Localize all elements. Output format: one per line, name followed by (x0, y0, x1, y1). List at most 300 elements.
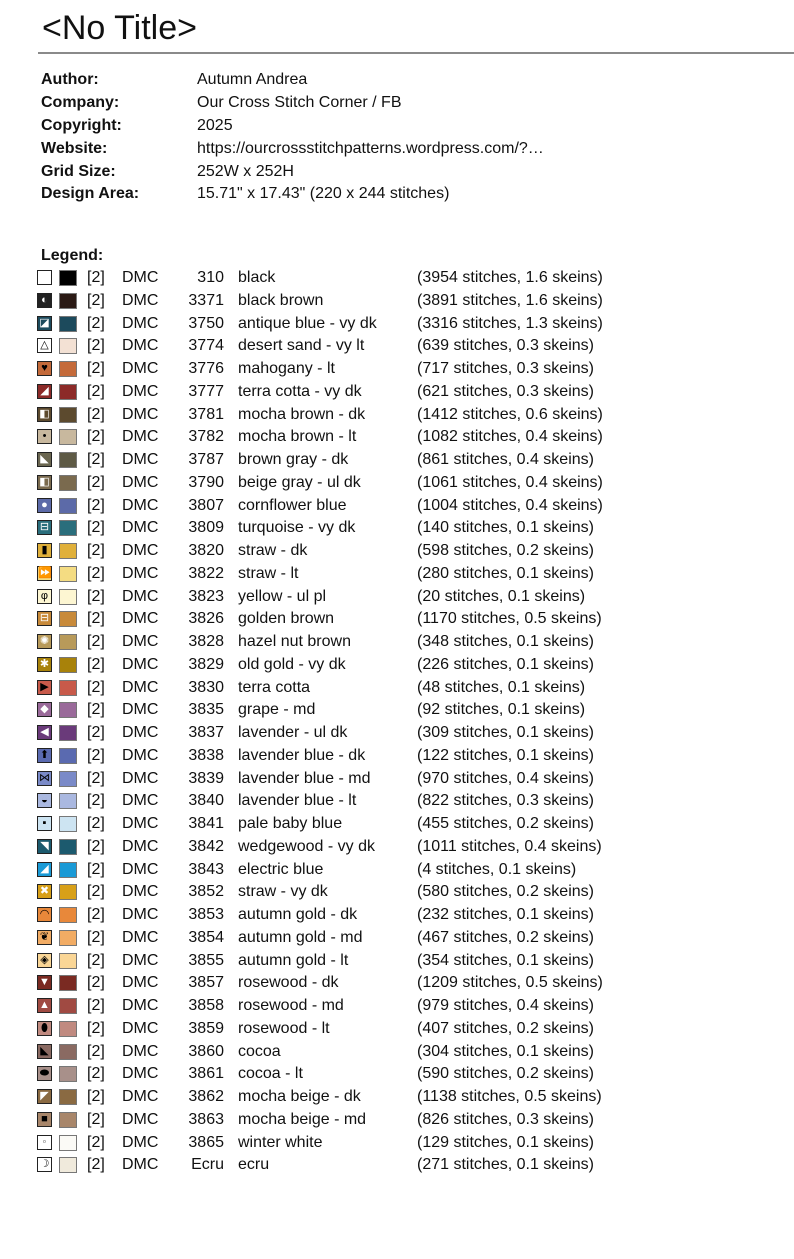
stitch-symbol-icon: ⬮ (37, 1021, 52, 1036)
color-swatch (59, 1112, 77, 1128)
thread-brand: DMC (122, 564, 159, 582)
info-value: 252W x 252H (197, 162, 294, 180)
stitch-symbol-icon: ◢ (37, 384, 52, 399)
legend-row (36, 836, 756, 859)
color-swatch (59, 384, 77, 400)
thread-number: 3838 (188, 746, 224, 764)
color-swatch (59, 270, 77, 286)
thread-brand: DMC (122, 815, 159, 832)
stitch-symbol-icon: φ (37, 589, 52, 604)
stitch-stats: (3954 stitches, 1.6 skeins) (417, 269, 603, 286)
stitch-symbol-icon: ⊟ (37, 520, 52, 535)
color-swatch (59, 657, 77, 673)
color-swatch (59, 953, 77, 969)
stitch-stats: (92 stitches, 0.1 skeins) (417, 701, 586, 719)
legend-row (36, 358, 756, 381)
thread-number: 3777 (188, 382, 224, 400)
legend-row (36, 768, 756, 791)
color-swatch (59, 1021, 77, 1037)
color-swatch (59, 771, 77, 787)
stitch-stats: (48 stitches, 0.1 skeins) (417, 678, 586, 696)
color-swatch (59, 498, 77, 514)
strand-count: [2] (87, 405, 105, 423)
strand-count: [2] (87, 473, 105, 491)
thread-number: 3822 (188, 564, 224, 582)
thread-number: Ecru (191, 1156, 224, 1174)
thread-name: mahogany - lt (238, 360, 335, 377)
thread-name: rosewood - dk (238, 974, 339, 992)
stitch-stats: (979 stitches, 0.4 skeins) (417, 997, 594, 1014)
thread-name: lavender blue - lt (238, 792, 357, 810)
thread-name: yellow - ul pl (238, 587, 327, 605)
stitch-stats: (271 stitches, 0.1 skeins) (417, 1156, 594, 1174)
stitch-symbol-icon: ✖ (37, 884, 52, 899)
strand-count: [2] (87, 337, 105, 355)
thread-brand: DMC (122, 997, 159, 1014)
thread-name: lavender blue - dk (238, 746, 366, 764)
legend-row (36, 1154, 756, 1177)
legend-row (36, 517, 756, 540)
color-swatch (59, 361, 77, 377)
thread-brand: DMC (122, 1042, 159, 1060)
thread-brand: DMC (122, 724, 159, 741)
thread-number: 3809 (188, 519, 224, 537)
info-value: 2025 (197, 116, 233, 134)
thread-name: autumn gold - lt (238, 951, 349, 969)
page-title: <No Title> (42, 9, 197, 47)
stitch-symbol-icon: ⬬ (37, 1066, 52, 1081)
stitch-symbol-icon: ◈ (37, 953, 52, 968)
thread-name: mocha brown - lt (238, 428, 357, 446)
thread-brand: DMC (122, 496, 159, 514)
strand-count: [2] (87, 815, 105, 832)
thread-brand: DMC (122, 792, 159, 810)
thread-number: 3826 (188, 610, 224, 628)
color-swatch (59, 293, 77, 309)
info-row (41, 92, 741, 115)
legend-row (36, 654, 756, 677)
stitch-stats: (1011 stitches, 0.4 skeins) (417, 837, 602, 855)
color-swatch (59, 634, 77, 650)
thread-number: 3862 (188, 1088, 224, 1105)
legend-row (36, 904, 756, 927)
stitch-stats: (639 stitches, 0.3 skeins) (417, 337, 594, 355)
thread-brand: DMC (122, 746, 159, 764)
thread-brand: DMC (122, 1019, 159, 1037)
thread-number: 3787 (188, 451, 224, 468)
strand-count: [2] (87, 792, 105, 810)
stitch-stats: (20 stitches, 0.1 skeins) (417, 587, 586, 605)
stitch-stats: (1082 stitches, 0.4 skeins) (417, 428, 603, 446)
legend-row (36, 495, 756, 518)
color-swatch (59, 429, 77, 445)
strand-count: [2] (87, 746, 105, 764)
stitch-stats: (590 stitches, 0.2 skeins) (417, 1065, 594, 1083)
strand-count: [2] (87, 496, 105, 514)
info-label: Design Area: (41, 185, 140, 203)
thread-name: lavender blue - md (238, 769, 371, 787)
thread-name: grape - md (238, 701, 316, 719)
thread-name: mocha beige - dk (238, 1088, 361, 1105)
thread-number: 3829 (188, 655, 224, 673)
thread-number: 3776 (188, 360, 224, 377)
color-swatch (59, 1135, 77, 1151)
strand-count: [2] (87, 951, 105, 969)
thread-number: 3839 (188, 769, 224, 787)
legend-row (36, 608, 756, 631)
color-swatch (59, 407, 77, 423)
thread-brand: DMC (122, 519, 159, 537)
stitch-symbol-icon: ● (37, 498, 52, 513)
stitch-symbol-icon: △ (37, 338, 52, 353)
thread-name: black brown (238, 291, 324, 309)
thread-brand: DMC (122, 314, 159, 332)
strand-count: [2] (87, 1042, 105, 1060)
thread-brand: DMC (122, 655, 159, 673)
strand-count: [2] (87, 382, 105, 400)
legend-row (36, 404, 756, 427)
stitch-symbol-icon: ◪ (37, 316, 52, 331)
stitch-stats: (304 stitches, 0.1 skeins) (417, 1042, 594, 1060)
stitch-symbol-icon: ✺ (37, 634, 52, 649)
thread-name: mocha beige - md (238, 1110, 367, 1128)
legend-row (36, 677, 756, 700)
legend-row (36, 540, 756, 563)
strand-count: [2] (87, 769, 105, 787)
stitch-stats: (354 stitches, 0.1 skeins) (417, 951, 594, 969)
thread-number: 3860 (188, 1042, 224, 1060)
legend-row (36, 1018, 756, 1041)
info-label: Website: (41, 139, 108, 157)
legend-row (36, 972, 756, 995)
color-swatch (59, 907, 77, 923)
stitch-symbol-icon: ◥ (37, 839, 52, 854)
strand-count: [2] (87, 1065, 105, 1083)
thread-name: turquoise - vy dk (238, 519, 356, 537)
strand-count: [2] (87, 542, 105, 559)
thread-number: 3852 (188, 883, 224, 901)
thread-name: old gold - vy dk (238, 655, 346, 673)
thread-brand: DMC (122, 428, 159, 446)
strand-count: [2] (87, 860, 105, 878)
legend-row (36, 335, 756, 358)
stitch-symbol-icon: ♥ (37, 361, 52, 376)
strand-count: [2] (87, 974, 105, 992)
thread-brand: DMC (122, 610, 159, 628)
stitch-symbol-icon: ▪ (37, 816, 52, 831)
strand-count: [2] (87, 701, 105, 719)
thread-name: straw - vy dk (238, 883, 328, 901)
strand-count: [2] (87, 564, 105, 582)
thread-number: 3807 (188, 496, 224, 514)
strand-count: [2] (87, 291, 105, 309)
info-label: Company: (41, 94, 120, 112)
stitch-stats: (717 stitches, 0.3 skeins) (417, 360, 594, 377)
title-divider (38, 52, 794, 54)
color-swatch (59, 338, 77, 354)
strand-count: [2] (87, 633, 105, 650)
thread-number: 3843 (188, 860, 224, 878)
thread-brand: DMC (122, 291, 159, 309)
strand-count: [2] (87, 1110, 105, 1128)
thread-brand: DMC (122, 451, 159, 468)
thread-number: 3857 (188, 974, 224, 992)
thread-name: electric blue (238, 860, 324, 878)
stitch-stats: (232 stitches, 0.1 skeins) (417, 906, 594, 923)
thread-name: winter white (238, 1133, 323, 1151)
color-swatch (59, 475, 77, 491)
stitch-symbol-icon: ▮ (37, 543, 52, 558)
thread-name: terra cotta - vy dk (238, 382, 362, 400)
thread-name: straw - dk (238, 542, 308, 559)
legend-row (36, 927, 756, 950)
stitch-stats: (1138 stitches, 0.5 skeins) (417, 1088, 602, 1105)
strand-count: [2] (87, 928, 105, 946)
thread-number: 3840 (188, 792, 224, 810)
stitch-stats: (467 stitches, 0.2 skeins) (417, 928, 594, 946)
stitch-symbol-icon: ▼ (37, 975, 52, 990)
stitch-stats: (580 stitches, 0.2 skeins) (417, 883, 594, 901)
thread-name: brown gray - dk (238, 451, 349, 468)
info-row (41, 183, 741, 206)
thread-legend (36, 267, 756, 1177)
legend-row (36, 381, 756, 404)
thread-number: 3855 (188, 951, 224, 969)
stitch-stats: (1061 stitches, 0.4 skeins) (417, 473, 603, 491)
thread-name: straw - lt (238, 564, 299, 582)
stitch-symbol-icon: ◠ (37, 907, 52, 922)
thread-number: 3863 (188, 1110, 224, 1128)
strand-count: [2] (87, 428, 105, 446)
thread-number: 3830 (188, 678, 224, 696)
stitch-symbol-icon: ▶ (37, 680, 52, 695)
color-swatch (59, 1157, 77, 1173)
info-value: https://ourcrossstitchpatterns.wordpress.com/?… (197, 139, 544, 157)
thread-brand: DMC (122, 701, 159, 719)
legend-row (36, 1086, 756, 1109)
thread-name: rosewood - lt (238, 1019, 330, 1037)
legend-row (36, 950, 756, 973)
legend-row (36, 586, 756, 609)
info-value: Autumn Andrea (197, 71, 308, 89)
color-swatch (59, 702, 77, 718)
thread-name: mocha brown - dk (238, 405, 366, 423)
thread-name: cocoa (238, 1042, 281, 1060)
stitch-stats: (970 stitches, 0.4 skeins) (417, 769, 594, 787)
stitch-stats: (280 stitches, 0.1 skeins) (417, 564, 594, 582)
thread-name: antique blue - vy dk (238, 314, 377, 332)
thread-number: 3865 (188, 1133, 224, 1151)
thread-number: 3854 (188, 928, 224, 946)
info-label: Copyright: (41, 116, 122, 134)
strand-count: [2] (87, 655, 105, 673)
stitch-stats: (861 stitches, 0.4 skeins) (417, 451, 594, 468)
legend-row (36, 859, 756, 882)
stitch-stats: (3316 stitches, 1.3 skeins) (417, 314, 603, 332)
thread-brand: DMC (122, 337, 159, 355)
stitch-stats: (122 stitches, 0.1 skeins) (417, 746, 594, 764)
pattern-info (41, 69, 741, 206)
legend-row (36, 631, 756, 654)
thread-name: terra cotta (238, 678, 311, 696)
thread-number: 3841 (188, 815, 224, 832)
color-swatch (59, 589, 77, 605)
thread-number: 310 (197, 269, 224, 286)
thread-brand: DMC (122, 928, 159, 946)
strand-count: [2] (87, 587, 105, 605)
color-swatch (59, 793, 77, 809)
strand-count: [2] (87, 1088, 105, 1105)
thread-brand: DMC (122, 473, 159, 491)
info-value: Our Cross Stitch Corner / FB (197, 94, 402, 112)
thread-brand: DMC (122, 405, 159, 423)
stitch-symbol-icon: ◣ (37, 1044, 52, 1059)
thread-brand: DMC (122, 974, 159, 992)
stitch-symbol-icon: ◧ (37, 407, 52, 422)
thread-brand: DMC (122, 1133, 159, 1151)
thread-brand: DMC (122, 382, 159, 400)
thread-number: 3858 (188, 997, 224, 1014)
color-swatch (59, 816, 77, 832)
legend-row (36, 722, 756, 745)
color-swatch (59, 520, 77, 536)
thread-number: 3774 (188, 337, 224, 355)
thread-number: 3750 (188, 314, 224, 332)
stitch-stats: (1209 stitches, 0.5 skeins) (417, 974, 603, 992)
stitch-stats: (826 stitches, 0.3 skeins) (417, 1110, 594, 1128)
strand-count: [2] (87, 1133, 105, 1151)
legend-row (36, 881, 756, 904)
legend-row (36, 995, 756, 1018)
stitch-symbol-icon (37, 270, 52, 285)
stitch-symbol-icon: ◦ (37, 1135, 52, 1150)
info-label: Grid Size: (41, 162, 116, 180)
thread-name: golden brown (238, 610, 335, 628)
thread-brand: DMC (122, 883, 159, 901)
stitch-symbol-icon: ◣ (37, 452, 52, 467)
info-row (41, 137, 741, 160)
stitch-symbol-icon: • (37, 429, 52, 444)
stitch-symbol-icon: ◐ (37, 293, 52, 308)
thread-name: cocoa - lt (238, 1065, 303, 1083)
legend-row (36, 699, 756, 722)
color-swatch (59, 725, 77, 741)
stitch-symbol-icon: ⬆ (37, 748, 52, 763)
legend-row (36, 267, 756, 290)
thread-name: beige gray - ul dk (238, 473, 361, 491)
strand-count: [2] (87, 610, 105, 628)
thread-brand: DMC (122, 633, 159, 650)
stitch-stats: (598 stitches, 0.2 skeins) (417, 542, 594, 559)
thread-number: 3861 (188, 1065, 224, 1083)
thread-name: rosewood - md (238, 997, 344, 1014)
thread-brand: DMC (122, 1110, 159, 1128)
color-swatch (59, 680, 77, 696)
color-swatch (59, 1089, 77, 1105)
strand-count: [2] (87, 519, 105, 537)
color-swatch (59, 748, 77, 764)
color-swatch (59, 1066, 77, 1082)
legend-row (36, 1132, 756, 1155)
stitch-stats: (226 stitches, 0.1 skeins) (417, 655, 594, 673)
stitch-stats: (309 stitches, 0.1 skeins) (417, 724, 594, 741)
thread-number: 3823 (188, 587, 224, 605)
legend-row (36, 563, 756, 586)
stitch-symbol-icon: ⊟ (37, 611, 52, 626)
stitch-stats: (3891 stitches, 1.6 skeins) (417, 291, 603, 309)
stitch-symbol-icon: ◧ (37, 475, 52, 490)
thread-brand: DMC (122, 769, 159, 787)
stitch-symbol-icon: ⋈ (39, 771, 50, 784)
thread-name: autumn gold - dk (238, 906, 358, 923)
color-swatch (59, 862, 77, 878)
thread-number: 3782 (188, 428, 224, 446)
stitch-symbol-icon: ◤ (37, 1089, 52, 1104)
legend-row (36, 1109, 756, 1132)
strand-count: [2] (87, 724, 105, 741)
stitch-symbol-icon: ◢ (37, 862, 52, 877)
thread-number: 3820 (188, 542, 224, 559)
thread-name: lavender - ul dk (238, 724, 348, 741)
thread-name: desert sand - vy lt (238, 337, 365, 355)
legend-row (36, 290, 756, 313)
stitch-stats: (129 stitches, 0.1 skeins) (417, 1133, 594, 1151)
stitch-stats: (1004 stitches, 0.4 skeins) (417, 496, 603, 514)
thread-brand: DMC (122, 1088, 159, 1105)
stitch-stats: (407 stitches, 0.2 skeins) (417, 1019, 594, 1037)
thread-number: 3781 (188, 405, 224, 423)
color-swatch (59, 975, 77, 991)
thread-name: ecru (238, 1156, 270, 1174)
thread-name: wedgewood - vy dk (238, 837, 375, 855)
color-swatch (59, 930, 77, 946)
thread-brand: DMC (122, 1156, 159, 1174)
legend-row (36, 790, 756, 813)
strand-count: [2] (87, 997, 105, 1014)
thread-brand: DMC (122, 360, 159, 377)
legend-row (36, 449, 756, 472)
info-row (41, 115, 741, 138)
stitch-stats: (621 stitches, 0.3 skeins) (417, 382, 594, 400)
legend-row (36, 472, 756, 495)
strand-count: [2] (87, 1019, 105, 1037)
thread-brand: DMC (122, 860, 159, 878)
thread-brand: DMC (122, 678, 159, 696)
stitch-symbol-icon: ◆ (37, 702, 52, 717)
strand-count: [2] (87, 451, 105, 468)
stitch-stats: (822 stitches, 0.3 skeins) (417, 792, 594, 810)
stitch-stats: (455 stitches, 0.2 skeins) (417, 815, 594, 832)
stitch-symbol-icon: ☽ (37, 1157, 52, 1172)
stitch-stats: (4 stitches, 0.1 skeins) (417, 860, 577, 878)
color-swatch (59, 611, 77, 627)
legend-heading: Legend: (41, 247, 104, 264)
thread-name: pale baby blue (238, 815, 343, 832)
strand-count: [2] (87, 837, 105, 855)
color-swatch (59, 998, 77, 1014)
strand-count: [2] (87, 906, 105, 923)
thread-name: hazel nut brown (238, 633, 351, 650)
stitch-stats: (140 stitches, 0.1 skeins) (417, 519, 594, 537)
info-label: Author: (41, 71, 99, 89)
thread-number: 3371 (188, 291, 224, 309)
color-swatch (59, 566, 77, 582)
thread-number: 3853 (188, 906, 224, 923)
color-swatch (59, 1044, 77, 1060)
thread-number: 3859 (188, 1019, 224, 1037)
legend-row (36, 745, 756, 768)
thread-number: 3842 (188, 837, 224, 855)
